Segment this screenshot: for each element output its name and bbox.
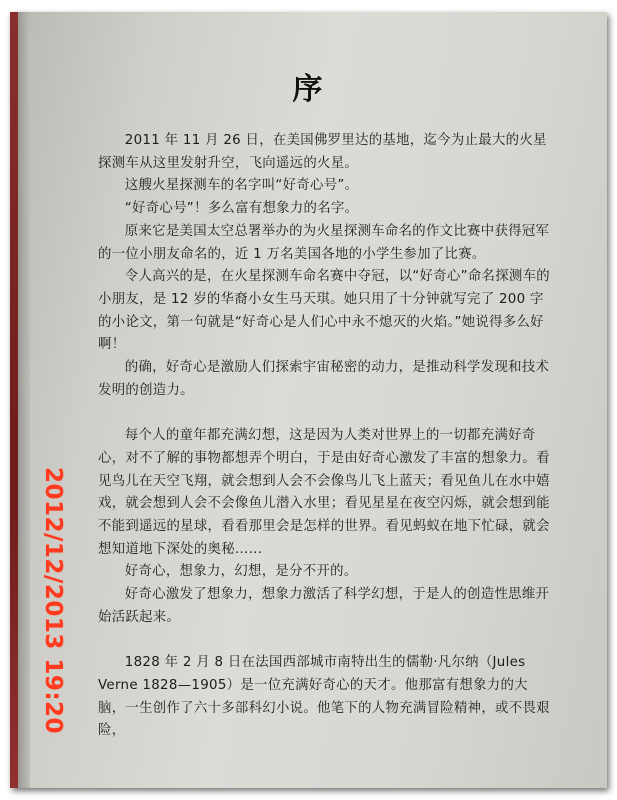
paragraph: 好奇心，想象力，幻想，是分不开的。 xyxy=(124,564,358,580)
paragraph: “好奇心号”！多么富有想象力的名字。 xyxy=(124,201,359,217)
paragraph: 这艘火星探测车的名字叫“好奇心号”。 xyxy=(124,178,359,194)
book-cover-edge xyxy=(10,12,18,788)
paragraph: 2011 年 11 月 26 日，在美国佛罗里达的基地，迄今为止最大的火星探测车从这里发射升空，飞向遥远的火星。 xyxy=(98,133,547,171)
section-gap xyxy=(98,629,553,652)
paragraph: 原来它是美国太空总署举办的为火星探测车命名的作文比赛中获得冠军的一位小朋友命名的，近 1 万名美国各地的小学生参加了比赛。 xyxy=(98,223,550,262)
section-gap xyxy=(98,402,553,425)
date-stamp: 2012/12/2013 19:20 xyxy=(40,467,66,735)
page-title: 序 xyxy=(292,72,325,107)
paragraph: 的确，好奇心是激励人们探索宇宙秘密的动力，是推动科学发现和技术发明的创造力。 xyxy=(98,360,550,398)
paragraph: 每个人的童年都充满幻想，这是因为人类对世界上的一切都充满好奇心，对不了解的事物都想弄个明白，于是由好奇心激发了丰富的想象力。看见鸟儿在天空飞翔，就会想到人会不会像鸟儿飞上蓝天；看见鱼儿在水中嬉戏，就会想到人会不会像鱼儿潜入水里；看见星星在夜空闪烁，就会想到能不能到遥远的星球，看看那里会是怎样的世界。看见蚂蚁在地下忙碌，就会想知道地下深处的奥秘…… xyxy=(98,428,550,557)
paragraph: 令人高兴的是，在火星探测车命名赛中夺冠，以“好奇心”命名探测车的小朋友，是 12 岁的华裔小女生马天琪。她只用了十分钟就写完了 200 字的小论文，第一句就是“好奇心是人们心中永不熄灭的火焰。”她说得多么好啊！ xyxy=(98,269,550,353)
book-page-photo xyxy=(10,12,607,788)
paragraph: 好奇心激发了想象力，想象力激活了科学幻想，于是人的创造性思维开始活跃起来。 xyxy=(98,587,550,625)
body-text xyxy=(98,130,553,743)
paragraph: 1828 年 2 月 8 日在法国西部城市南特出生的儒勒·凡尔纳（Jules Verne 1828—1905）是一位充满好奇心的天才。他那富有想象力的大脑，一生创作了六十多部科幻小说。他笔下的人物充满冒险精神，或不畏艰险， xyxy=(98,655,550,739)
